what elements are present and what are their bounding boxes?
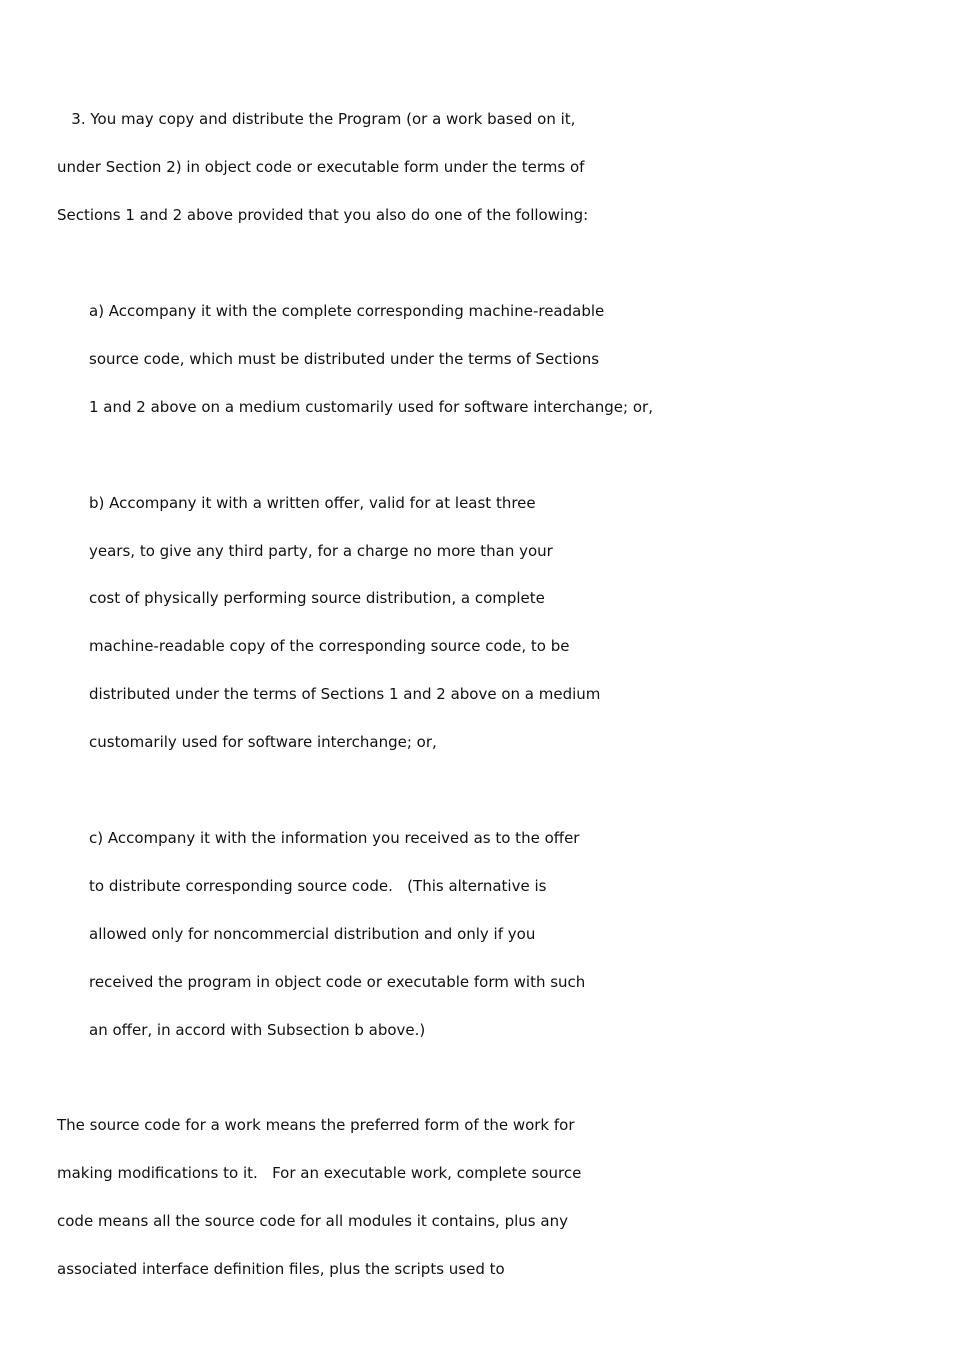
- clause-c-line-5: an offer, in accord with Subsection b above.): [89, 1021, 426, 1039]
- clause-b-line-5: distributed under the terms of Sections 1 and 2 above on a medium: [89, 685, 601, 703]
- paragraph-3-line-3: Sections 1 and 2 above provided that you also do one of the following:: [57, 206, 589, 224]
- clause-c-line-1: c) Accompany it with the information you received as to the offer: [89, 829, 580, 847]
- clause-b-line-4: machine-readable copy of the corresponding source code, to be: [89, 637, 570, 655]
- source-code-paragraph-line-3: code means all the source code for all modules it contains, plus any: [57, 1212, 568, 1230]
- source-code-paragraph-line-4: associated interface definition files, plus the scripts used to: [57, 1260, 505, 1278]
- clause-b-line-2: years, to give any third party, for a charge no more than your: [89, 542, 553, 560]
- clause-c-line-3: allowed only for noncommercial distribution and only if you: [89, 925, 536, 943]
- paragraph-3-line-1: 3. You may copy and distribute the Program (or a work based on it,: [57, 110, 576, 128]
- clause-b-line-3: cost of physically performing source distribution, a complete: [89, 589, 545, 607]
- source-code-paragraph-line-1: The source code for a work means the preferred form of the work for: [57, 1116, 575, 1134]
- source-code-paragraph-line-2: making modifications to it. For an executable work, complete source: [57, 1164, 582, 1182]
- clause-a-line-3: 1 and 2 above on a medium customarily used for software interchange; or,: [89, 398, 653, 416]
- clause-a-line-1: a) Accompany it with the complete corresponding machine-readable: [89, 302, 605, 320]
- clause-c-line-4: received the program in object code or executable form with such: [89, 973, 586, 991]
- clause-a-line-2: source code, which must be distributed under the terms of Sections: [89, 350, 600, 368]
- clause-c-line-2: to distribute corresponding source code. (This alternative is: [89, 877, 547, 895]
- clause-b-line-1: b) Accompany it with a written offer, valid for at least three: [89, 494, 536, 512]
- clause-b-line-6: customarily used for software interchange; or,: [89, 733, 437, 751]
- paragraph-3-line-2: under Section 2) in object code or executable form under the terms of: [57, 158, 585, 176]
